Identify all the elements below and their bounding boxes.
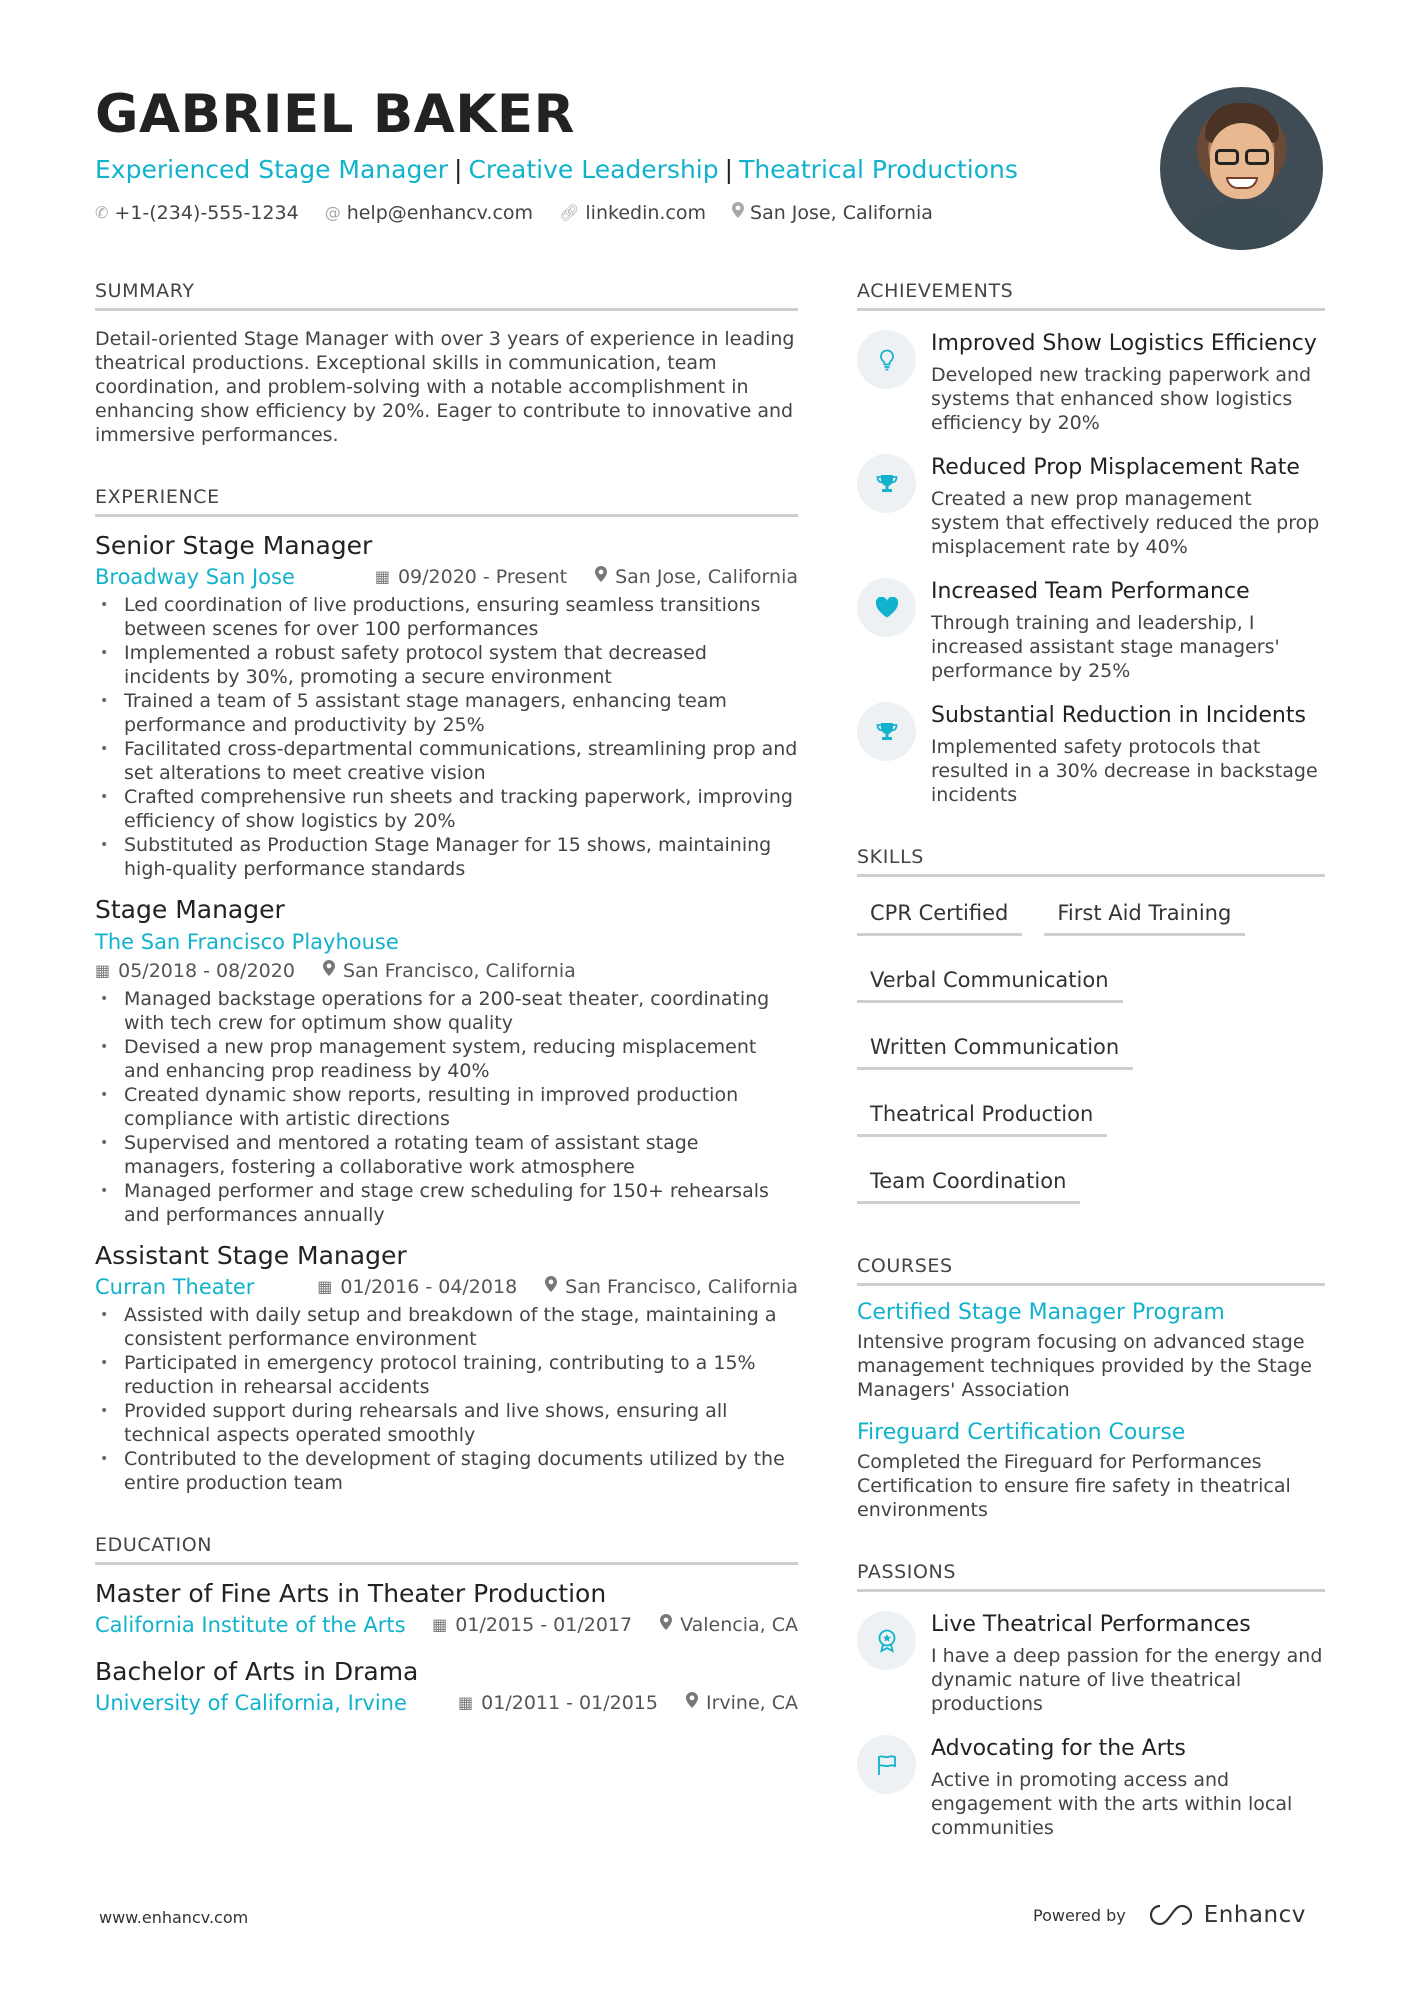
flag-icon xyxy=(857,1735,916,1794)
achievement-title: Improved Show Logistics Efficiency xyxy=(931,331,1317,356)
achievement-item xyxy=(857,701,1325,807)
section-title: EDUCATION xyxy=(95,1533,798,1565)
education-dates: 01/2011 - 01/2015 xyxy=(481,1692,658,1714)
bullet-item: • Participated in emergency protocol training, contributing to a 15% reduction in rehearsal accidents xyxy=(95,1351,798,1399)
job-bullets xyxy=(95,1303,798,1495)
tagline xyxy=(95,154,1135,186)
course-desc: Completed the Fireguard for Performances Certification to ensure fire safety in theatrical environments xyxy=(857,1451,1291,1521)
contact-email[interactable] xyxy=(325,200,533,226)
achievement-title: Increased Team Performance xyxy=(931,579,1250,604)
section-title: SKILLS xyxy=(857,845,1325,877)
course-desc: Intensive program focusing on advanced stage management techniques provided by the Stage Managers' Association xyxy=(857,1331,1312,1401)
contact-email-text: help@enhancv.com xyxy=(346,202,534,224)
bullet-item: • Substituted as Production Stage Manager for 15 shows, maintaining high-quality performance standards xyxy=(95,833,798,881)
contact-linkedin-text: linkedin.com xyxy=(585,202,707,224)
bullet-item: • Managed performer and stage crew scheduling for 150+ rehearsals and performances annually xyxy=(95,1179,798,1227)
bullet-item: • Crafted comprehensive run sheets and tracking paperwork, improving efficiency of show logistics by 20% xyxy=(95,785,798,833)
course-title: Certified Stage Manager Program xyxy=(857,1300,1225,1325)
education-entry xyxy=(95,1577,798,1639)
section-title: ACHIEVEMENTS xyxy=(857,279,1325,311)
job-dates: 05/2018 - 08/2020 xyxy=(118,960,295,982)
education-meta xyxy=(95,1689,798,1717)
job-location: San Francisco, California xyxy=(342,960,576,982)
experience-section xyxy=(95,485,798,1495)
at-icon: @ xyxy=(324,203,341,222)
job-entry xyxy=(95,529,798,881)
contact-list xyxy=(95,200,1135,226)
degree-title: Master of Fine Arts in Theater Production xyxy=(95,1579,607,1608)
location-icon xyxy=(595,563,607,591)
skills-list xyxy=(857,889,1325,1224)
passion-desc: Active in promoting access and engagement with the arts within local communities xyxy=(931,1769,1293,1839)
course-item xyxy=(857,1298,1325,1402)
location-icon xyxy=(545,1273,557,1301)
summary-section xyxy=(95,279,798,447)
candidate-name: GABRIEL BAKER xyxy=(95,84,575,145)
school-name: University of California, Irvine xyxy=(95,1691,407,1715)
job-dates: 01/2016 - 04/2018 xyxy=(340,1276,518,1298)
section-title: PASSIONS xyxy=(857,1560,1325,1592)
job-title: Assistant Stage Manager xyxy=(95,1241,407,1270)
job-meta xyxy=(95,563,798,591)
education-meta xyxy=(95,1611,798,1639)
tagline-item: Theatrical Productions xyxy=(739,155,1018,184)
achievement-title: Substantial Reduction in Incidents xyxy=(931,703,1306,728)
achievement-desc: Implemented safety protocols that resulted in a 30% decrease in backstage incidents xyxy=(931,736,1318,806)
passion-title: Live Theatrical Performances xyxy=(931,1612,1251,1637)
achievement-item xyxy=(857,577,1325,683)
passion-item xyxy=(857,1610,1325,1716)
courses-section xyxy=(857,1254,1325,1522)
trophy-icon xyxy=(857,454,916,513)
contact-location xyxy=(732,200,933,226)
calendar-icon: ▦ xyxy=(95,961,111,980)
course-title: Fireguard Certification Course xyxy=(857,1420,1186,1445)
achievement-desc: Through training and leadership, I increased assistant stage managers' performance by 25% xyxy=(931,612,1280,682)
job-title: Stage Manager xyxy=(95,895,285,924)
tagline-item: Experienced Stage Manager xyxy=(95,155,449,184)
left-column xyxy=(95,279,798,1717)
job-location: San Jose, California xyxy=(615,566,798,588)
school-name: California Institute of the Arts xyxy=(95,1613,406,1637)
job-entry xyxy=(95,893,798,1227)
right-column xyxy=(857,279,1325,1840)
location-icon xyxy=(732,200,744,226)
calendar-icon: ▦ xyxy=(374,567,390,586)
achievement-item xyxy=(857,329,1325,435)
contact-location-text: San Jose, California xyxy=(750,202,933,224)
location-icon xyxy=(323,957,335,985)
achievement-item xyxy=(857,453,1325,559)
company-name: Broadway San Jose xyxy=(95,565,295,589)
bullet-item: • Created dynamic show reports, resulting in improved production compliance with artistic directions xyxy=(95,1083,798,1131)
tagline-separator: | xyxy=(724,155,734,184)
bullet-item: • Assisted with daily setup and breakdown of the stage, maintaining a consistent performance environment xyxy=(95,1303,798,1351)
achievement-desc: Developed new tracking paperwork and systems that enhanced show logistics efficiency by 20% xyxy=(931,364,1312,434)
job-bullets xyxy=(95,987,798,1227)
job-bullets xyxy=(95,593,798,881)
bullet-item: • Devised a new prop management system, reducing misplacement and enhancing prop readiness by 40% xyxy=(95,1035,798,1083)
bullet-item: • Led coordination of live productions, ensuring seamless transitions between scenes for over 100 performances xyxy=(95,593,798,641)
bullet-item: • Supervised and mentored a rotating team of assistant stage managers, fostering a collaborative work atmosphere xyxy=(95,1131,798,1179)
tagline-item: Creative Leadership xyxy=(468,155,719,184)
section-title: COURSES xyxy=(857,1254,1325,1286)
achievement-title: Reduced Prop Misplacement Rate xyxy=(931,455,1300,480)
skill-tag: CPR Certified xyxy=(857,889,1022,936)
location-icon xyxy=(660,1611,672,1639)
bullet-item: • Contributed to the development of staging documents utilized by the entire production team xyxy=(95,1447,798,1495)
skill-tag: Theatrical Production xyxy=(857,1090,1107,1137)
lightbulb-icon xyxy=(857,330,916,389)
achievements-section xyxy=(857,279,1325,807)
calendar-icon: ▦ xyxy=(317,1277,333,1296)
calendar-icon: ▦ xyxy=(458,1693,474,1712)
bullet-item: • Managed backstage operations for a 200-seat theater, coordinating with tech crew for optimum show quality xyxy=(95,987,798,1035)
bullet-item: • Trained a team of 5 assistant stage managers, enhancing team performance and productivity by 25% xyxy=(95,689,798,737)
skill-tag: Verbal Communication xyxy=(857,956,1123,1003)
job-meta xyxy=(95,957,798,985)
summary-text: Detail-oriented Stage Manager with over 3 years of experience in leading theatrical productions. Exceptional skills in communication, team coordination, and problem-solving with a notable accomplishment in enhancing show efficiency by 20%. Eager to contribute to innovative and immersive performances. xyxy=(95,328,795,446)
passion-item xyxy=(857,1734,1325,1840)
location-icon xyxy=(686,1689,698,1717)
job-title: Senior Stage Manager xyxy=(95,531,373,560)
enhancv-logo-icon xyxy=(1148,1903,1194,1927)
company-name: Curran Theater xyxy=(95,1275,255,1299)
company-name: The San Francisco Playhouse xyxy=(95,930,399,954)
tagline-separator: | xyxy=(454,155,463,184)
contact-phone-text: +1-(234)-555-1234 xyxy=(114,202,299,224)
trophy-icon xyxy=(857,702,916,761)
education-dates: 01/2015 - 01/2017 xyxy=(455,1614,633,1636)
link-icon: 🔗︎ xyxy=(559,203,580,222)
education-location: Valencia, CA xyxy=(680,1614,798,1636)
skill-tag: Written Communication xyxy=(857,1023,1133,1070)
job-dates: 09/2020 - Present xyxy=(397,566,568,588)
skills-section xyxy=(857,845,1325,1224)
bullet-item: • Implemented a robust safety protocol system that decreased incidents by 30%, promoting a secure environment xyxy=(95,641,798,689)
course-item xyxy=(857,1418,1325,1522)
achievement-desc: Created a new prop management system that effectively reduced the prop misplacement rate by 40% xyxy=(931,488,1320,558)
phone-icon: ✆ xyxy=(95,203,109,222)
brand-name: Enhancv xyxy=(1203,1902,1306,1928)
education-location: Irvine, CA xyxy=(705,1692,798,1714)
job-meta xyxy=(95,1273,798,1301)
education-entry xyxy=(95,1655,798,1717)
section-title: SUMMARY xyxy=(95,279,798,311)
skill-tag: Team Coordination xyxy=(857,1157,1080,1204)
section-title: EXPERIENCE xyxy=(95,485,798,517)
calendar-icon: ▦ xyxy=(432,1615,448,1634)
resume-header xyxy=(95,82,1135,226)
footer-website[interactable]: www.enhancv.com xyxy=(99,1908,249,1927)
degree-title: Bachelor of Arts in Drama xyxy=(95,1657,419,1686)
passion-title: Advocating for the Arts xyxy=(931,1736,1186,1761)
passions-section xyxy=(857,1560,1325,1840)
bullet-item: • Provided support during rehearsals and live shows, ensuring all technical aspects operated smoothly xyxy=(95,1399,798,1447)
bullet-item: • Facilitated cross-departmental communications, streamlining prop and set alterations to meet creative vision xyxy=(95,737,798,785)
profile-photo xyxy=(1160,87,1323,250)
footer-branding[interactable] xyxy=(1033,1902,1306,1928)
education-section xyxy=(95,1533,798,1717)
heart-icon xyxy=(857,578,916,637)
powered-by-label: Powered by xyxy=(1033,1905,1126,1925)
job-entry xyxy=(95,1239,798,1495)
skill-tag: First Aid Training xyxy=(1044,889,1245,936)
contact-linkedin[interactable] xyxy=(559,200,706,226)
contact-phone[interactable] xyxy=(95,200,299,226)
job-location: San Francisco, California xyxy=(565,1276,798,1298)
award-icon xyxy=(857,1611,916,1670)
passion-desc: I have a deep passion for the energy and dynamic nature of live theatrical productions xyxy=(931,1645,1323,1715)
